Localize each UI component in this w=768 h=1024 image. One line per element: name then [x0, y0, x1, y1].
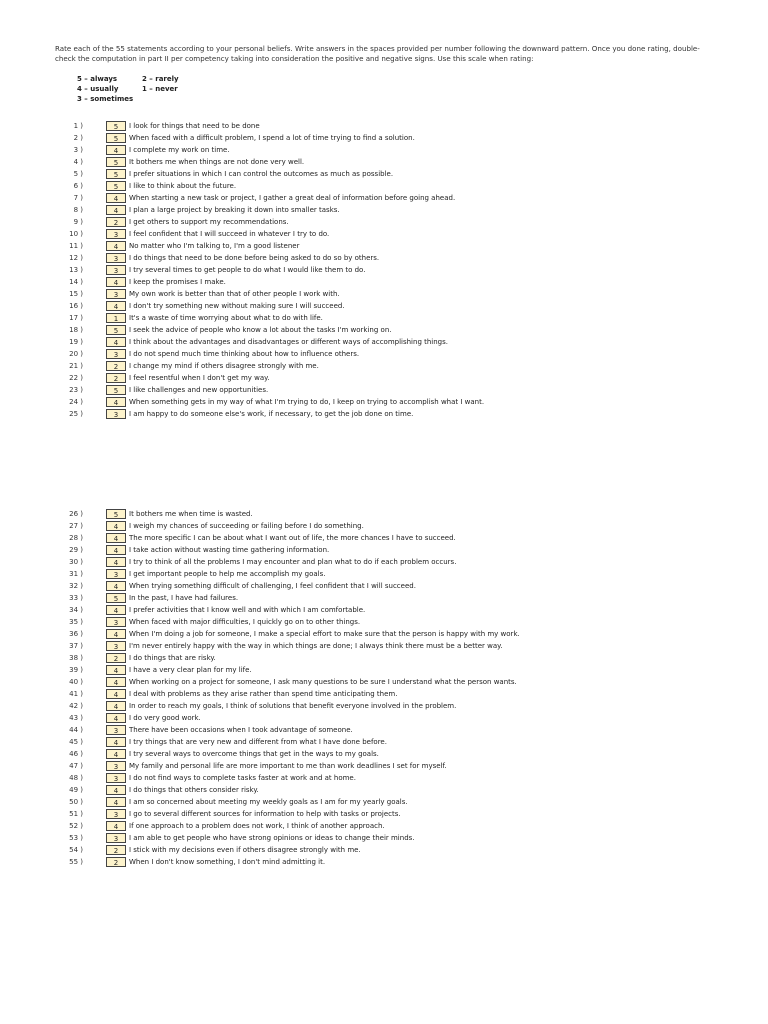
statement-row: [60, 808, 720, 820]
statement-number: 32 ): [69, 582, 83, 590]
statement-number: 44 ): [69, 726, 83, 734]
statement-number: 10 ): [69, 230, 83, 238]
statement-row: [60, 264, 720, 276]
statement-row: [60, 856, 720, 868]
statement-row: [60, 300, 720, 312]
statement-row: [60, 216, 720, 228]
statement-number: 51 ): [69, 810, 83, 818]
statement-list-part2: [60, 508, 720, 868]
statement-text: It bothers me when things are not done very well.: [129, 158, 305, 166]
statement-number: 35 ): [69, 618, 83, 626]
statement-text: I weigh my chances of succeeding or failing before I do something.: [129, 522, 364, 530]
rating-scale-legend: [77, 74, 179, 104]
statement-number: 38 ): [69, 654, 83, 662]
statement-text: When I don't know something, I don't mind admitting it.: [129, 858, 326, 866]
statement-number: 21 ): [69, 362, 83, 370]
statement-text: I try to think of all the problems I may encounter and plan what to do if each problem occurs.: [129, 558, 457, 566]
statement-number: 28 ): [69, 534, 83, 542]
statement-text: I like to think about the future.: [129, 182, 237, 190]
statement-number: 53 ): [69, 834, 83, 842]
statement-list-part1: [60, 120, 720, 420]
rating-answer-box[interactable]: 2: [106, 845, 126, 855]
rating-answer-box[interactable]: 4: [106, 193, 126, 203]
statement-text: When faced with major difficulties, I quickly go on to other things.: [129, 618, 361, 626]
statement-number: 4 ): [73, 158, 83, 166]
statement-number: 37 ): [69, 642, 83, 650]
statement-number: 34 ): [69, 606, 83, 614]
statement-text: In order to reach my goals, I think of solutions that benefit everyone involved in the problem.: [129, 702, 457, 710]
statement-number: 45 ): [69, 738, 83, 746]
statement-number: 33 ): [69, 594, 83, 602]
statement-text: I have a very clear plan for my life.: [129, 666, 252, 674]
statement-row: [60, 676, 720, 688]
statement-number: 18 ): [69, 326, 83, 334]
statement-text: I like challenges and new opportunities.: [129, 386, 269, 394]
statement-text: I stick with my decisions even if others disagree strongly with me.: [129, 846, 361, 854]
statement-text: I don't try something new without making sure I will succeed.: [129, 302, 345, 310]
statement-number: 14 ): [69, 278, 83, 286]
statement-row: [60, 312, 720, 324]
rating-answer-box[interactable]: 3: [106, 409, 126, 419]
rating-answer-box[interactable]: 5: [106, 157, 126, 167]
rating-answer-box[interactable]: 5: [106, 181, 126, 191]
statement-text: I try several ways to overcome things that get in the ways to my goals.: [129, 750, 379, 758]
statement-text: I complete my work on time.: [129, 146, 230, 154]
statement-row: [60, 252, 720, 264]
statement-text: I do things that are risky.: [129, 654, 216, 662]
statement-number: 8 ): [73, 206, 83, 214]
statement-row: [60, 120, 720, 132]
statement-number: 19 ): [69, 338, 83, 346]
statement-row: [60, 580, 720, 592]
statement-number: 15 ): [69, 290, 83, 298]
statement-text: I am so concerned about meeting my weekly goals as I am for my yearly goals.: [129, 798, 408, 806]
statement-text: I try several times to get people to do what I would like them to do.: [129, 266, 366, 274]
instructions-paragraph: Rate each of the 55 statements according to your personal beliefs. Write answers in the spaces provided per number following the downward pattern. Once you done rating, double-check the computation in part II per competency taking into consideration the positive and negative signs. Use this scale when rating:: [55, 44, 700, 63]
statement-text: I do not spend much time thinking about how to influence others.: [129, 350, 360, 358]
rating-answer-box[interactable]: 4: [106, 557, 126, 567]
rating-answer-box[interactable]: 5: [106, 509, 126, 519]
statement-number: 43 ): [69, 714, 83, 722]
rating-answer-box[interactable]: 4: [106, 145, 126, 155]
statement-text: I take action without wasting time gathering information.: [129, 546, 330, 554]
rating-answer-box[interactable]: 3: [106, 761, 126, 771]
statement-row: [60, 832, 720, 844]
statement-number: 55 ): [69, 858, 83, 866]
statement-number: 5 ): [73, 170, 83, 178]
scale-sometimes: 3 – sometimes: [77, 95, 134, 103]
statement-text: My own work is better than that of other people I work with.: [129, 290, 340, 298]
statement-number: 52 ): [69, 822, 83, 830]
rating-answer-box[interactable]: 4: [106, 337, 126, 347]
statement-text: No matter who I'm talking to, I'm a good listener: [129, 242, 300, 250]
statement-number: 41 ): [69, 690, 83, 698]
statement-row: [60, 712, 720, 724]
rating-answer-box[interactable]: 2: [106, 217, 126, 227]
rating-answer-box[interactable]: 3: [106, 725, 126, 735]
statement-number: 11 ): [69, 242, 83, 250]
statement-text: When working on a project for someone, I ask many questions to be sure I understand what the person wants.: [129, 678, 517, 686]
rating-answer-box[interactable]: 3: [106, 641, 126, 651]
statement-text: I look for things that need to be done: [129, 122, 260, 130]
scale-never: 1 – never: [142, 85, 178, 93]
statement-number: 36 ): [69, 630, 83, 638]
statement-row: [60, 408, 720, 420]
rating-answer-box[interactable]: 4: [106, 785, 126, 795]
statement-row: [60, 772, 720, 784]
rating-answer-box[interactable]: 3: [106, 229, 126, 239]
statement-number: 2 ): [73, 134, 83, 142]
statement-row: [60, 748, 720, 760]
statement-row: [60, 240, 720, 252]
statement-text: It's a waste of time worrying about what to do with life.: [129, 314, 323, 322]
statement-number: 54 ): [69, 846, 83, 854]
rating-answer-box[interactable]: 4: [106, 521, 126, 531]
statement-text: I feel resentful when I don't get my way.: [129, 374, 270, 382]
statement-row: [60, 604, 720, 616]
rating-answer-box[interactable]: 4: [106, 749, 126, 759]
statement-text: I do things that others consider risky.: [129, 786, 259, 794]
statement-text: I feel confident that I will succeed in whatever I try to do.: [129, 230, 330, 238]
statement-number: 1 ): [73, 122, 83, 130]
rating-answer-box[interactable]: 4: [106, 533, 126, 543]
rating-answer-box[interactable]: 4: [106, 797, 126, 807]
statement-row: [60, 652, 720, 664]
rating-answer-box[interactable]: 4: [106, 581, 126, 591]
statement-number: 31 ): [69, 570, 83, 578]
statement-text: I think about the advantages and disadvantages or different ways of accomplishing things.: [129, 338, 448, 346]
rating-answer-box[interactable]: 4: [106, 277, 126, 287]
rating-answer-box[interactable]: 4: [106, 689, 126, 699]
statement-row: [60, 688, 720, 700]
rating-answer-box[interactable]: 2: [106, 361, 126, 371]
rating-answer-box[interactable]: 2: [106, 653, 126, 663]
statement-row: [60, 228, 720, 240]
statement-text: I keep the promises I make.: [129, 278, 226, 286]
statement-row: [60, 700, 720, 712]
rating-answer-box[interactable]: 4: [106, 737, 126, 747]
statement-row: [60, 360, 720, 372]
statement-row: [60, 180, 720, 192]
statement-text: I change my mind if others disagree strongly with me.: [129, 362, 319, 370]
statement-row: [60, 544, 720, 556]
statement-row: [60, 520, 720, 532]
statement-row: [60, 664, 720, 676]
statement-row: [60, 276, 720, 288]
statement-row: [60, 144, 720, 156]
rating-answer-box[interactable]: 3: [106, 809, 126, 819]
statement-text: When starting a new task or project, I gather a great deal of information before going ahead.: [129, 194, 456, 202]
rating-answer-box[interactable]: 1: [106, 313, 126, 323]
rating-answer-box[interactable]: 4: [106, 713, 126, 723]
statement-row: [60, 736, 720, 748]
rating-answer-box[interactable]: 3: [106, 289, 126, 299]
statement-text: In the past, I have had failures.: [129, 594, 239, 602]
statement-row: [60, 640, 720, 652]
statement-number: 47 ): [69, 762, 83, 770]
statement-text: I deal with problems as they arise rather than spend time anticipating them.: [129, 690, 398, 698]
rating-answer-box[interactable]: 4: [106, 241, 126, 251]
statement-number: 22 ): [69, 374, 83, 382]
rating-answer-box[interactable]: 4: [106, 397, 126, 407]
rating-answer-box[interactable]: 2: [106, 373, 126, 383]
rating-answer-box[interactable]: 3: [106, 349, 126, 359]
statement-text: I prefer situations in which I can control the outcomes as much as possible.: [129, 170, 394, 178]
statement-text: I try things that are very new and different from what I have done before.: [129, 738, 387, 746]
statement-row: [60, 288, 720, 300]
statement-number: 46 ): [69, 750, 83, 758]
statement-text: I do not find ways to complete tasks faster at work and at home.: [129, 774, 356, 782]
statement-row: [60, 628, 720, 640]
scale-rarely: 2 – rarely: [142, 75, 179, 83]
statement-number: 20 ): [69, 350, 83, 358]
statement-number: 16 ): [69, 302, 83, 310]
statement-text: If one approach to a problem does not work, I think of another approach.: [129, 822, 385, 830]
statement-text: I get important people to help me accomplish my goals.: [129, 570, 326, 578]
statement-number: 40 ): [69, 678, 83, 686]
rating-answer-box[interactable]: 4: [106, 677, 126, 687]
statement-text: I'm never entirely happy with the way in which things are done; I always think there must be a better way.: [129, 642, 503, 650]
rating-answer-box[interactable]: 4: [106, 301, 126, 311]
statement-number: 12 ): [69, 254, 83, 262]
statement-number: 26 ): [69, 510, 83, 518]
rating-answer-box[interactable]: 5: [106, 121, 126, 131]
statement-row: [60, 384, 720, 396]
statement-row: [60, 724, 720, 736]
statement-number: 7 ): [73, 194, 83, 202]
rating-answer-box[interactable]: 4: [106, 605, 126, 615]
statement-text: When I'm doing a job for someone, I make a special effort to make sure that the person is happy with my work.: [129, 630, 520, 638]
statement-row: [60, 372, 720, 384]
rating-answer-box[interactable]: 2: [106, 857, 126, 867]
statement-row: [60, 336, 720, 348]
rating-answer-box[interactable]: 5: [106, 385, 126, 395]
statement-row: [60, 592, 720, 604]
statement-text: I prefer activities that I know well and with which I am comfortable.: [129, 606, 366, 614]
statement-row: [60, 784, 720, 796]
statement-text: When faced with a difficult problem, I spend a lot of time trying to find a solution.: [129, 134, 415, 142]
statement-number: 30 ): [69, 558, 83, 566]
statement-row: [60, 508, 720, 520]
statement-text: I seek the advice of people who know a lot about the tasks I'm working on.: [129, 326, 392, 334]
statement-row: [60, 568, 720, 580]
rating-answer-box[interactable]: 4: [106, 701, 126, 711]
statement-text: My family and personal life are more important to me than work deadlines I set for myself.: [129, 762, 447, 770]
scale-always: 5 – always: [77, 75, 118, 83]
statement-text: I do things that need to be done before being asked to do so by others.: [129, 254, 380, 262]
statement-number: 3 ): [73, 146, 83, 154]
rating-answer-box[interactable]: 3: [106, 617, 126, 627]
statement-number: 27 ): [69, 522, 83, 530]
statement-row: [60, 820, 720, 832]
statement-row: [60, 192, 720, 204]
statement-number: 49 ): [69, 786, 83, 794]
statement-row: [60, 556, 720, 568]
statement-text: There have been occasions when I took advantage of someone.: [129, 726, 353, 734]
statement-row: [60, 204, 720, 216]
rating-answer-box[interactable]: 4: [106, 205, 126, 215]
statement-number: 39 ): [69, 666, 83, 674]
statement-text: It bothers me when time is wasted.: [129, 510, 253, 518]
statement-row: [60, 132, 720, 144]
statement-row: [60, 156, 720, 168]
statement-row: [60, 760, 720, 772]
statement-number: 48 ): [69, 774, 83, 782]
rating-answer-box[interactable]: 3: [106, 569, 126, 579]
statement-row: [60, 168, 720, 180]
statement-text: When trying something difficult of challenging, I feel confident that I will succeed.: [129, 582, 416, 590]
rating-answer-box[interactable]: 3: [106, 265, 126, 275]
statement-number: 25 ): [69, 410, 83, 418]
rating-answer-box[interactable]: 3: [106, 253, 126, 263]
statement-number: 29 ): [69, 546, 83, 554]
rating-answer-box[interactable]: 5: [106, 325, 126, 335]
rating-answer-box[interactable]: 5: [106, 593, 126, 603]
statement-text: I am able to get people who have strong opinions or ideas to change their minds.: [129, 834, 415, 842]
rating-answer-box[interactable]: 3: [106, 833, 126, 843]
rating-answer-box[interactable]: 4: [106, 665, 126, 675]
statement-row: [60, 844, 720, 856]
rating-answer-box[interactable]: 3: [106, 773, 126, 783]
statement-number: 24 ): [69, 398, 83, 406]
statement-row: [60, 396, 720, 408]
rating-answer-box[interactable]: 5: [106, 169, 126, 179]
statement-row: [60, 348, 720, 360]
scale-usually: 4 – usually: [77, 85, 119, 93]
rating-answer-box[interactable]: 4: [106, 545, 126, 555]
statement-number: 17 ): [69, 314, 83, 322]
statement-number: 6 ): [73, 182, 83, 190]
statement-text: When something gets in my way of what I'm trying to do, I keep on trying to accomplish what I want.: [129, 398, 485, 406]
statement-row: [60, 324, 720, 336]
statement-text: I go to several different sources for information to help with tasks or projects.: [129, 810, 401, 818]
statement-number: 42 ): [69, 702, 83, 710]
statement-text: I am happy to do someone else's work, if necessary, to get the job done on time.: [129, 410, 414, 418]
rating-answer-box[interactable]: 4: [106, 629, 126, 639]
statement-number: 50 ): [69, 798, 83, 806]
statement-number: 13 ): [69, 266, 83, 274]
statement-row: [60, 616, 720, 628]
statement-number: 23 ): [69, 386, 83, 394]
statement-row: [60, 532, 720, 544]
statement-text: I plan a large project by breaking it down into smaller tasks.: [129, 206, 340, 214]
rating-answer-box[interactable]: 4: [106, 821, 126, 831]
statement-row: [60, 796, 720, 808]
rating-answer-box[interactable]: 5: [106, 133, 126, 143]
statement-text: I get others to support my recommendations.: [129, 218, 289, 226]
statement-number: 9 ): [73, 218, 83, 226]
statement-text: The more specific I can be about what I want out of life, the more chances I have to succeed.: [129, 534, 456, 542]
statement-text: I do very good work.: [129, 714, 201, 722]
